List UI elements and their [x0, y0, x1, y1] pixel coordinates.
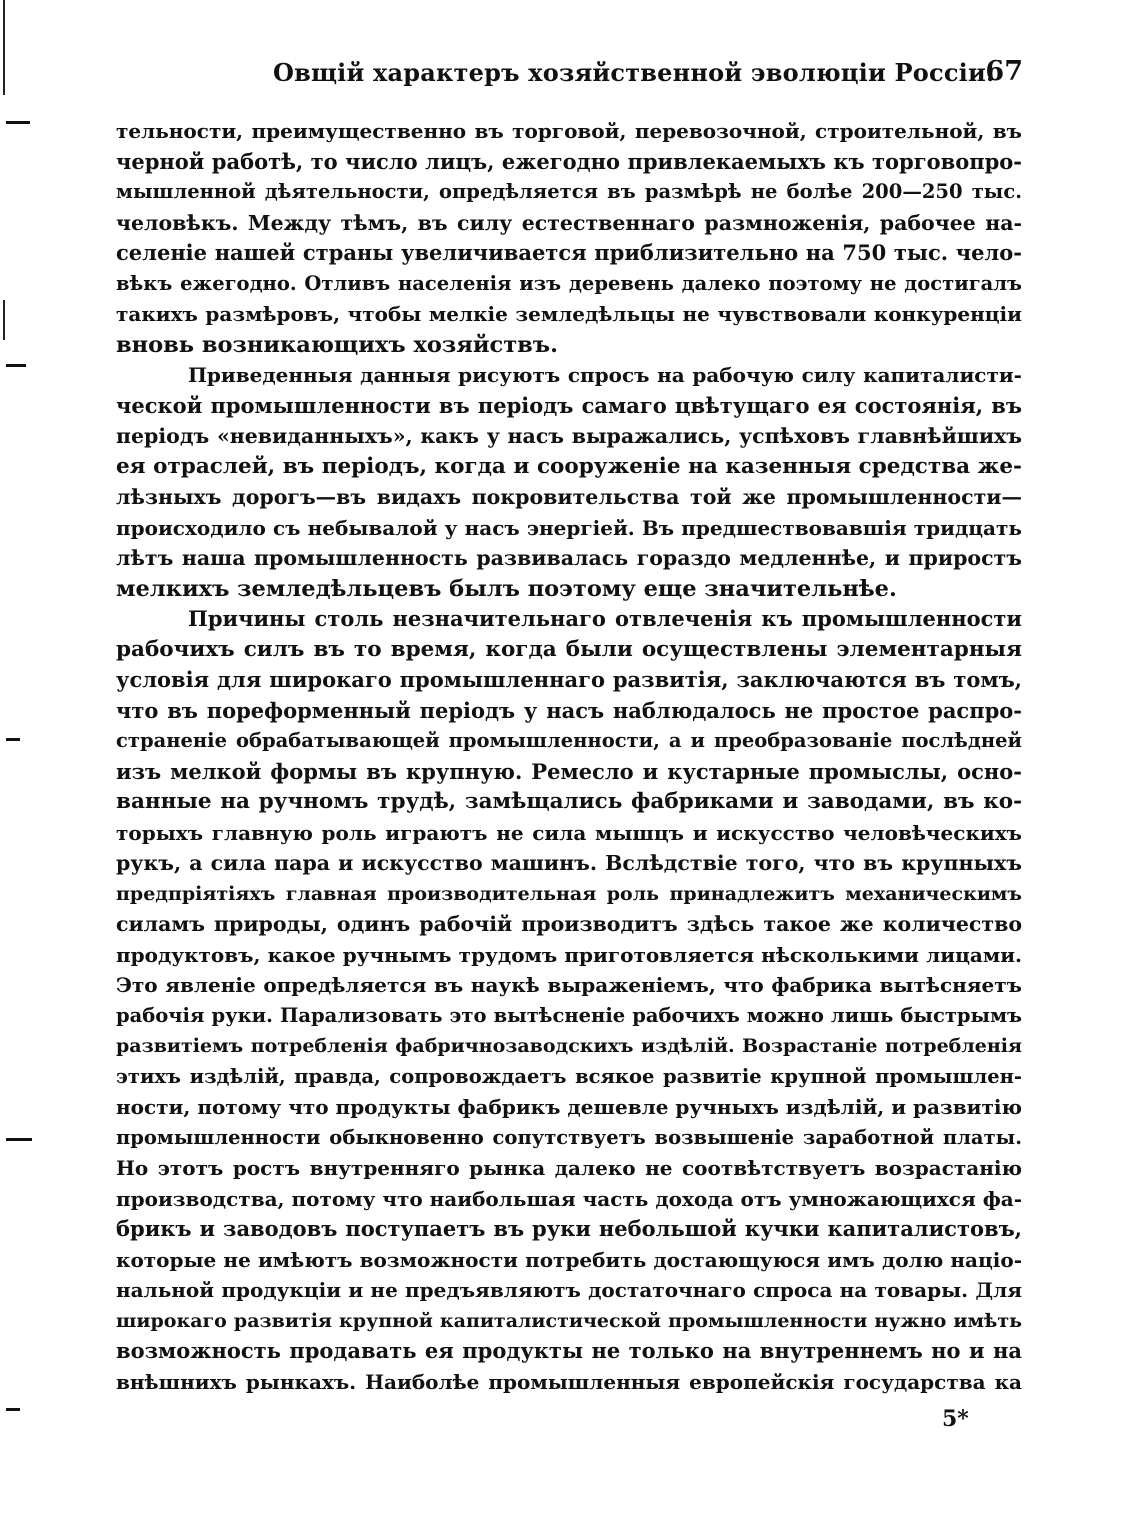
text-line: что въ пореформенный періодъ у насъ наблюдалось не простое распро- [116, 697, 1022, 723]
text-line: развитіемъ потребленія фабричнозаводскихъ издѣлій. Возрастаніе потребленія [116, 1035, 1022, 1057]
margin-tick-mark [6, 364, 26, 367]
text-line: вѣкъ ежегодно. Отливъ населенія изъ деревень далеко поэтому не достигалъ [116, 271, 1022, 295]
text-line: лѣзныхъ дорогъ—въ видахъ покровительства той же промышленности— [116, 485, 1022, 509]
text-line: нальной продукціи и не предъявляютъ достаточнаго спроса на товары. Для [116, 1278, 1022, 1302]
text-line: страненіе обрабатывающей промышленности, а и преобразованіе послѣдней [116, 729, 1022, 752]
text-line: Приведенныя данныя рисуютъ спросъ на рабочую силу капиталисти- [188, 363, 1022, 387]
margin-tick-mark [6, 121, 30, 124]
text-line: рабочія руки. Парализовать это вытѣсненіе рабочихъ можно лишь быстрымъ [116, 1003, 1022, 1027]
text-line: такихъ размѣровъ, чтобы мелкіе земледѣльцы не чувствовали конкуренціи [116, 302, 1022, 326]
text-line: Причины столь незначительнаго отвлеченія къ промышленности [188, 606, 1022, 631]
text-line: промышленности обыкновенно сопутствуетъ возвышеніе заработной платы. [116, 1125, 1022, 1149]
text-line: силамъ природы, одинъ рабочій производитъ здѣсь такое же количество [116, 912, 1022, 936]
text-line: лѣтъ наша промышленность развивалась гораздо медленнѣе, и приростъ [116, 546, 1022, 570]
page-number: 67 [985, 56, 1023, 87]
text-line: мышленной дѣятельности, опредѣляется въ размѣрѣ не болѣе 200—250 тыс. [116, 180, 1022, 203]
text-line: рабочихъ силъ въ то время, когда были осуществлены элементарныя [116, 636, 1022, 662]
text-line: предпріятіяхъ главная производительная роль принадлежитъ механическимъ [116, 882, 1022, 905]
text-line: ванные на ручномъ трудѣ, замѣщались фабриками и заводами, въ ко- [116, 789, 1022, 814]
body-text [116, 116, 1022, 1397]
text-line: селеніе нашей страны увеличивается приблизительно на 750 тыс. чело- [116, 240, 1022, 265]
text-line: этихъ издѣлій, правда, сопровождаетъ всякое развитіе крупной промышлен- [116, 1064, 1022, 1088]
margin-tick-mark [6, 1138, 32, 1141]
text-line: ея отраслей, въ періодъ, когда и сооруженіе на казенныя средства же- [116, 453, 1022, 479]
text-line: происходило съ небывалой у насъ энергіей. Въ предшествовавшія тридцать [116, 515, 1022, 540]
text-line: ческой промышленности въ періодъ самаго цвѣтущаго ея состоянія, въ [116, 392, 1022, 418]
text-line: черной работѣ, то число лицъ, ежегодно привлекаемыхъ къ торговопро- [116, 148, 1022, 174]
running-head [118, 58, 1023, 92]
text-line: торыхъ главную роль играютъ не сила мышцъ и искусство человѣческихъ [116, 820, 1022, 845]
text-line: продуктовъ, какое ручнымъ трудомъ приготовляется нѣсколькими лицами. [116, 942, 1022, 967]
scan-edge-line [3, 0, 5, 95]
margin-tick-mark [6, 1408, 20, 1411]
text-line: возможность продавать ея продукты не только на внутреннемъ но и на [116, 1338, 1022, 1363]
scan-edge-line [3, 300, 5, 340]
text-line: изъ мелкой формы въ крупную. Ремесло и кустарные промыслы, осно- [116, 758, 1022, 784]
text-line: ности, потому что продукты фабрикъ дешевле ручныхъ издѣлій, и развитію [116, 1095, 1022, 1119]
text-line: Это явленіе опредѣляется въ наукѣ выраженіемъ, что фабрика вытѣсняетъ [116, 973, 1022, 997]
text-line: условія для широкаго промышленнаго развитія, заключаются въ томъ, [116, 667, 1022, 692]
text-line: которые не имѣютъ возможности потребить достающуюся имъ долю націо- [116, 1247, 1022, 1272]
signature-mark: 5* [942, 1406, 969, 1432]
text-line: человѣкъ. Между тѣмъ, въ силу естественнаго размноженія, рабочее на- [116, 210, 1022, 235]
margin-tick-mark [6, 738, 20, 741]
text-line: Но этотъ ростъ внутренняго рынка далеко не соотвѣтствуетъ возрастанію [116, 1156, 1022, 1180]
text-line: широкаго развитія крупной капиталистической промышленности нужно имѣть [116, 1309, 1022, 1332]
running-title: Овщій характеръ хозяйственной эволюціи Россіи. [273, 58, 995, 87]
text-line: тельности, преимущественно въ торговой, перевозочной, строительной, въ [116, 119, 1022, 143]
text-line: мелкихъ земледѣльцевъ былъ поэтому еще значительнѣе. [116, 575, 897, 602]
text-line: производства, потому что наибольшая часть дохода отъ умножающихся фа- [116, 1186, 1022, 1211]
text-line: періодъ «невиданныхъ», какъ у насъ выражались, успѣховъ главнѣйшихъ [116, 424, 1022, 448]
text-line: рукъ, а сила пара и искусство машинъ. Вслѣдствіе того, что въ крупныхъ [116, 851, 1022, 875]
text-line: внѣшнихъ рынкахъ. Наиболѣе промышленныя европейскія государства ка [116, 1369, 1022, 1394]
text-line: вновь возникающихъ хозяйствъ. [116, 331, 558, 358]
text-line: брикъ и заводовъ поступаетъ въ руки небольшой кучки капиталистовъ, [116, 1216, 1022, 1241]
